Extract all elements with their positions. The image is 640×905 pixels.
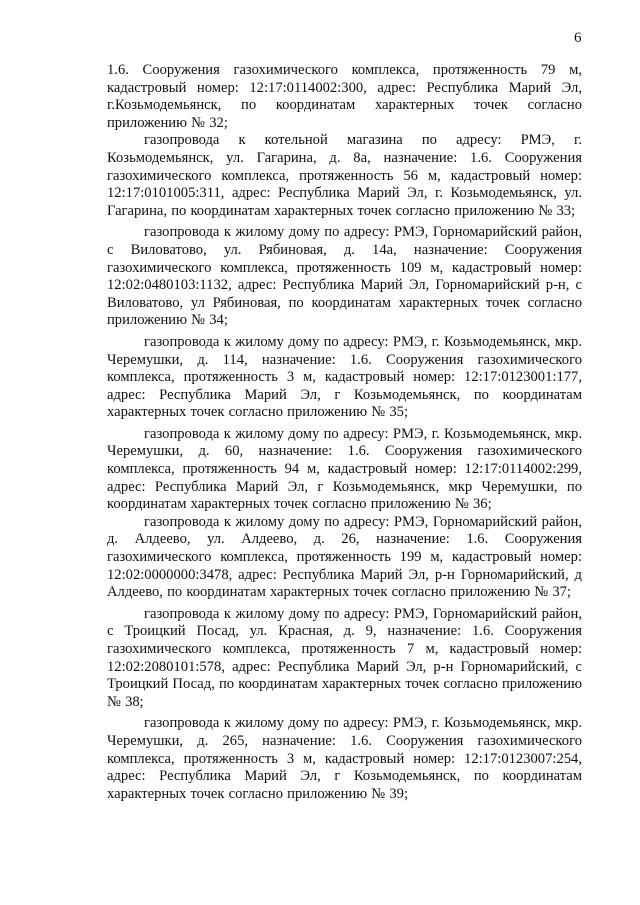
paragraph-item-36: газопровода к жилому дому по адресу: РМЭ, г. Козьмодемьянск, мкр. Черемушки, д. 60, назначение: 1.6. Сооружения газохимического комплекса, протяженность 94 м, кадастровый номер: 12:17:0114002:299, адрес: Республика Марий Эл, г Козьмодемьянск, мкр Черемушки, по координатам характерных точек согласно приложению № 36;: [107, 425, 582, 513]
paragraph-item-35: газопровода к жилому дому по адресу: РМЭ, г. Козьмодемьянск, мкр. Черемушки, д. 114, назначение: 1.6. Сооружения газохимического комплекса, протяженность 3 м, кадастровый номер: 12:17:0123001:177, адрес: Республика Марий Эл, г Козьмодемьянск, по координатам характерных точек согласно приложению № 35;: [107, 333, 582, 421]
document-body: [107, 62, 582, 803]
paragraph-item-33: газопровода к котельной магазина по адресу: РМЭ, г. Козьмодемьянск, ул. Гагарина, д. 8а, назначение: 1.6. Сооружения газохимического комплекса, протяженность 56 м, кадастровый номер: 12:17:0101005:311, адрес: Республика Марий Эл, г. Козьмодемьянск, ул. Гагарина, по координатам характерных точек согласно приложению № 33;: [107, 132, 582, 219]
paragraph-item-34: газопровода к жилому дому по адресу: РМЭ, Горномарийский район, с Виловатово, ул. Рябиновая, д. 14а, назначение: Сооружения газохимического комплекса, протяженность 109 м, кадастровый номер: 12:02:0480103:1132, адрес: Республика Марий Эл, Горномарийский р-н, с Виловатово, ул Рябиновая, по координатам характерных точек согласно приложению № 34;: [107, 224, 582, 329]
paragraph-item-37: газопровода к жилому дому по адресу: РМЭ, Горномарийский район, д. Алдеево, ул. Алдеево, д. 26, назначение: 1.6. Сооружения газохимического комплекса, протяженность 199 м, кадастровый номер: 12:02:0000000:3478, адрес: Республика Марий Эл, р-н Горномарийский, д Алдеево, по координатам характерных точек согласно приложению № 37;: [107, 513, 582, 601]
paragraph-item-39: газопровода к жилому дому по адресу: РМЭ, г. Козьмодемьянск, мкр. Черемушки, д. 265, назначение: 1.6. Сооружения газохимического комплекса, протяженность 3 м, кадастровый номер: 12:17:0123007:254, адрес: Республика Марий Эл, г Козьмодемьянск, по координатам характерных точек согласно приложению № 39;: [107, 715, 582, 802]
paragraph-item-38: газопровода к жилому дому по адресу: РМЭ, Горномарийский район, с Троицкий Посад, ул. Красная, д. 9, назначение: 1.6. Сооружения газохимического комплекса, протяженность 7 м, кадастровый номер: 12:02:2080101:578, адрес: Республика Марий Эл, р-н Горномарийский, с Троицкий Посад, по координатам характерных точек согласно приложению № 38;: [107, 605, 583, 710]
page-number: 6: [574, 30, 582, 46]
paragraph-item-32: 1.6. Сооружения газохимического комплекса, протяженность 79 м, кадастровый номер: 12:17:0114002:300, адрес: Республика Марий Эл, г.Козьмодемьянск, по координатам характерных точек согласно приложению № 32;: [107, 62, 582, 131]
